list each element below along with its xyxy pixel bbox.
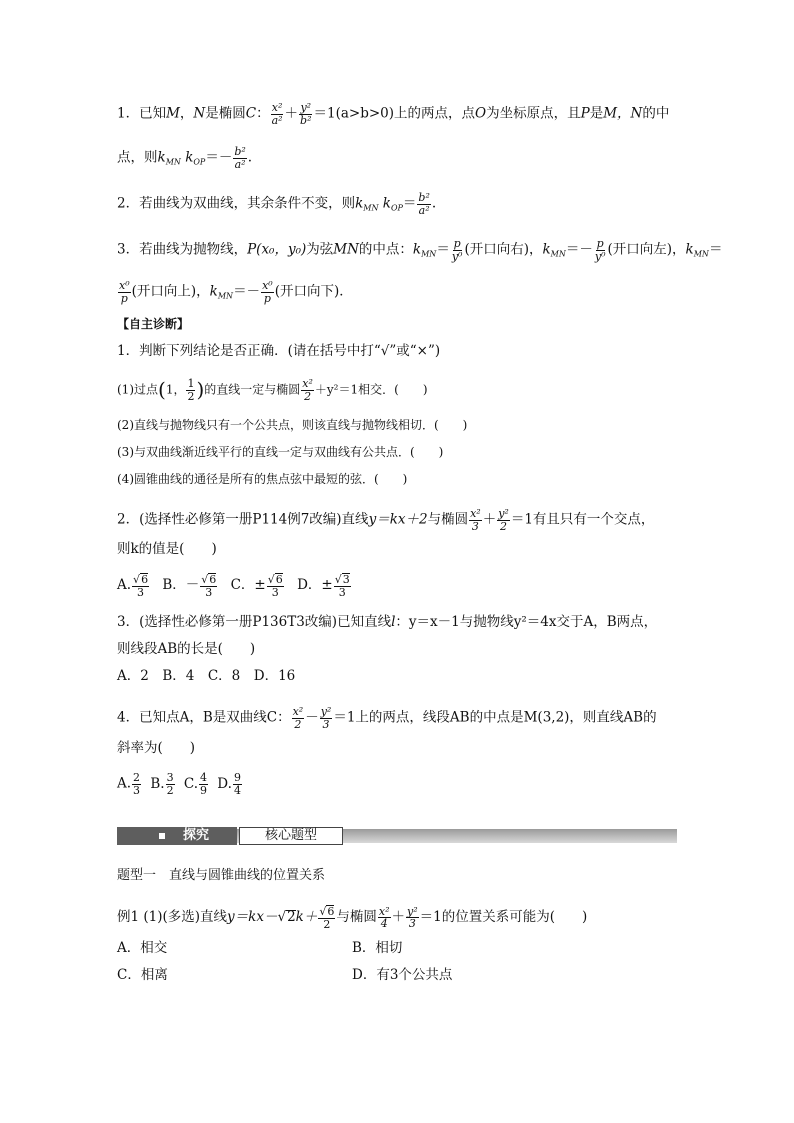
option-D: D. [217,775,232,792]
note-text: 3．若曲线为抛物线， [117,241,248,258]
topic-heading: 题型一 直线与圆锥曲线的位置关系 [117,868,326,883]
fraction-y2-b2: $\frac{\text{y²}}{\text{b²}}$ [300,101,312,127]
judge-3: (3)与双曲线渐近线平行的直线一定与双曲线有公共点．( ) [117,445,444,459]
judge-2: (2)直线与抛物线只有一个公共点，则该直线与抛物线相切．( ) [117,418,468,432]
fraction-y2-3: $\frac{\text{y²}}{3}$ [320,705,332,731]
question-4-line-2: 斜率为( ) [117,740,196,756]
option-B: B. [150,775,165,792]
note-text: 点，则 [117,149,158,166]
var-k: k [412,241,422,258]
note-text: ＝－ [233,283,261,300]
var-k: k [157,149,166,166]
example-text: 例1 (1)(多选)直线 [117,909,228,926]
fraction-C: $\frac{4}{9}$ [200,771,207,797]
sqrt-2: 2 [287,909,296,926]
var-k: k [209,283,218,300]
banner-tag [117,827,237,845]
note-text: 的中点： [358,241,413,258]
question-2-line-1 [117,508,654,532]
judge-text: 的直线一定与椭圆 [204,382,301,397]
fraction-p-y0: $\frac{p}{\text{y⁰}}$ [594,237,606,263]
point-P: P(x₀，y₀) [247,241,307,258]
option-C: C．相离 [117,967,168,983]
example-text: 与椭圆 [336,909,377,926]
option-A: A. [117,577,132,594]
option-B: B．相切 [352,940,403,956]
var-O: O [475,105,487,122]
period: . [247,149,253,166]
var-M: M [166,105,180,122]
note-text: 的中 [642,105,670,122]
note-text: ＝ [402,195,417,212]
question-3-line-2: 则线段AB的长是( ) [117,641,256,657]
fraction-sqrt3-3: $\frac{√3}{3}$ [334,573,350,599]
judge-text: (1)过点 [117,382,158,397]
question-text: ＝1上的两点，线段AB的中点是M(3,2)，则直线AB的 [333,709,657,726]
subscript-OP: OP [193,157,206,167]
option-B: B．－ [162,577,200,594]
fraction-x2-3: $\frac{\text{x²}}{3}$ [470,507,481,533]
judge-text: ＋y²＝1相交．( ) [314,382,428,397]
subscript-OP: OP [390,203,403,213]
plus-sign: ＋ [482,511,497,528]
question-text: 与椭圆 [427,511,469,528]
question-3-options: A．2 B．4 C．8 D．16 [117,668,296,684]
option-A: A. [117,775,132,792]
fraction-sqrt6-3: $\frac{√6}{3}$ [267,573,283,599]
fraction-p-y0: $\frac{p}{\text{y⁰}}$ [451,237,463,263]
subscript-MN: MN [550,249,566,259]
fraction-sqrt6-3: $\frac{√6}{3}$ [133,573,149,599]
option-C: C．± [230,577,266,594]
fraction-B: $\frac{3}{2}$ [166,771,174,797]
note-3-line-1 [117,238,722,262]
question-3-line-1 [117,616,657,630]
fraction-x2-2: $\frac{\text{x²}}{2}$ [302,377,313,403]
note-1-line-2 [117,146,252,170]
note-text: (开口向上)， [131,283,210,300]
note-text: 为弦 [306,241,334,258]
fraction-y2-2: $\frac{\text{y²}}{2}$ [498,507,509,533]
right-paren: ) [196,377,205,402]
fraction-x2-2: $\frac{\text{x²}}{2}$ [292,705,304,731]
note-text: (开口向下)． [274,283,353,300]
point-coord: 1， [165,382,186,397]
var-MN: M，N [603,105,643,122]
fraction-x0-p: $\frac{\text{x⁰}}{p}$ [119,279,130,305]
fraction-b2-a2: $\frac{\text{b²}}{\text{a²}}$ [234,145,246,171]
period: . [431,195,437,212]
var-P: P [580,105,590,122]
plus-sign: ＋ [284,105,299,122]
example-text: ＝1的位置关系可能为( ) [419,909,588,926]
fraction-sqrt6-3: $\frac{√6}{3}$ [201,573,217,599]
note-1-line-1 [117,102,669,126]
subscript-MN: MN [217,291,234,301]
var-MN: MN [333,241,359,258]
equation: y＝kx－ [227,909,278,926]
note-text: 是 [589,105,604,122]
fraction-1-2: $\frac{1}{2}$ [187,377,195,403]
note-text: ＝－ [205,149,233,166]
note-text: 为坐标原点，且 [486,105,581,122]
fraction-x0-p: $\frac{\text{x⁰}}{p}$ [262,279,273,305]
plus-sign: ＋ [391,909,405,926]
banner-tag-text: 探究 [183,828,210,843]
option-A: A．相交 [117,940,168,956]
note-2 [117,192,436,216]
var-N: N [193,105,206,122]
fraction-sqrt6-2: $\frac{√6}{2}$ [319,905,335,931]
note-text: ＝－ [565,241,593,258]
question-text: ＝1有且只有一个交点， [510,511,655,528]
var-k: k [185,149,194,166]
note-text: ： [256,105,270,122]
judge-4: (4)圆锥曲线的通径是所有的焦点弦中最短的弦．( ) [117,472,408,486]
question-4-options [117,772,243,796]
banner-title: 核心题型 [239,827,343,845]
equation: y＝kx＋2 [368,511,428,528]
fraction-A: $\frac{2}{3}$ [133,771,141,797]
var-k: k [355,195,364,212]
note-text: 是椭圆 [205,105,246,122]
fraction-b2-a2: $\frac{\text{b²}}{\text{a²}}$ [418,191,430,217]
question-2-line-2: 则k的值是( ) [117,541,217,557]
var-C: C [245,105,257,122]
note-text: ＝ [436,241,450,258]
question-text: ：y＝x－1与抛物线y²＝4x交于A，B两点， [395,614,658,630]
fraction-y2-3: $\frac{\text{y²}}{3}$ [407,904,418,931]
note-text: (开口向左)， [607,241,686,258]
fraction-D: $\frac{9}{4}$ [233,771,241,797]
minus-sign: － [305,709,319,726]
left-paren: ( [158,377,166,402]
subscript-MN: MN [421,249,437,259]
note-text: (开口向右)， [464,241,543,258]
fraction-x2-a2: $\frac{\text{x²}}{\text{a²}}$ [271,101,283,127]
note-text: ＝ [708,241,723,258]
subscript-MN: MN [363,203,379,213]
subscript-MN: MN [165,157,181,167]
var-k: k [685,241,694,258]
fraction-x2-4: $\frac{\text{x²}}{4}$ [378,904,390,931]
question-2-options [117,573,352,598]
question-text: 2．(选择性必修第一册P114例7改编)直线 [117,511,369,528]
equation: k＋ [295,909,318,926]
var-l: l [391,614,396,630]
question-text: 3．(选择性必修第一册P136T3改编)已知直线 [117,614,392,630]
judge-1 [117,378,428,402]
question-1: 1．判断下列结论是否正确．(请在括号中打“√”或“×”) [117,343,441,359]
var-k: k [542,241,551,258]
note-text: 2．若曲线为双曲线，其余条件不变，则 [117,195,356,212]
option-D: D．有3个公共点 [352,967,453,983]
section-banner [117,826,677,846]
subscript-MN: MN [693,249,709,259]
note-text: ＝1(a>b>0)上的两点，点 [313,105,476,122]
note-3-line-2 [117,280,353,304]
example-1: 例1 (1)(多选)直线y＝kx－√2k＋ $\frac{√6}{2}$ 与椭圆 $\frac{\text{x²}}{4}$ ＋ $\frac{\text{y²}}{3}$ ＝1的位置关系可能为( ) [117,904,588,931]
note-text: ， [179,105,194,122]
self-check-heading: 【自主诊断】 [117,317,190,331]
square-bullet-icon [159,833,165,839]
note-text: 1．已知 [117,105,167,122]
option-D: D．± [297,577,333,594]
var-k: k [382,195,391,212]
option-C: C. [183,775,198,792]
question-text: 4．已知点A，B是双曲线C： [117,709,291,726]
question-4-line-1 [117,706,657,730]
